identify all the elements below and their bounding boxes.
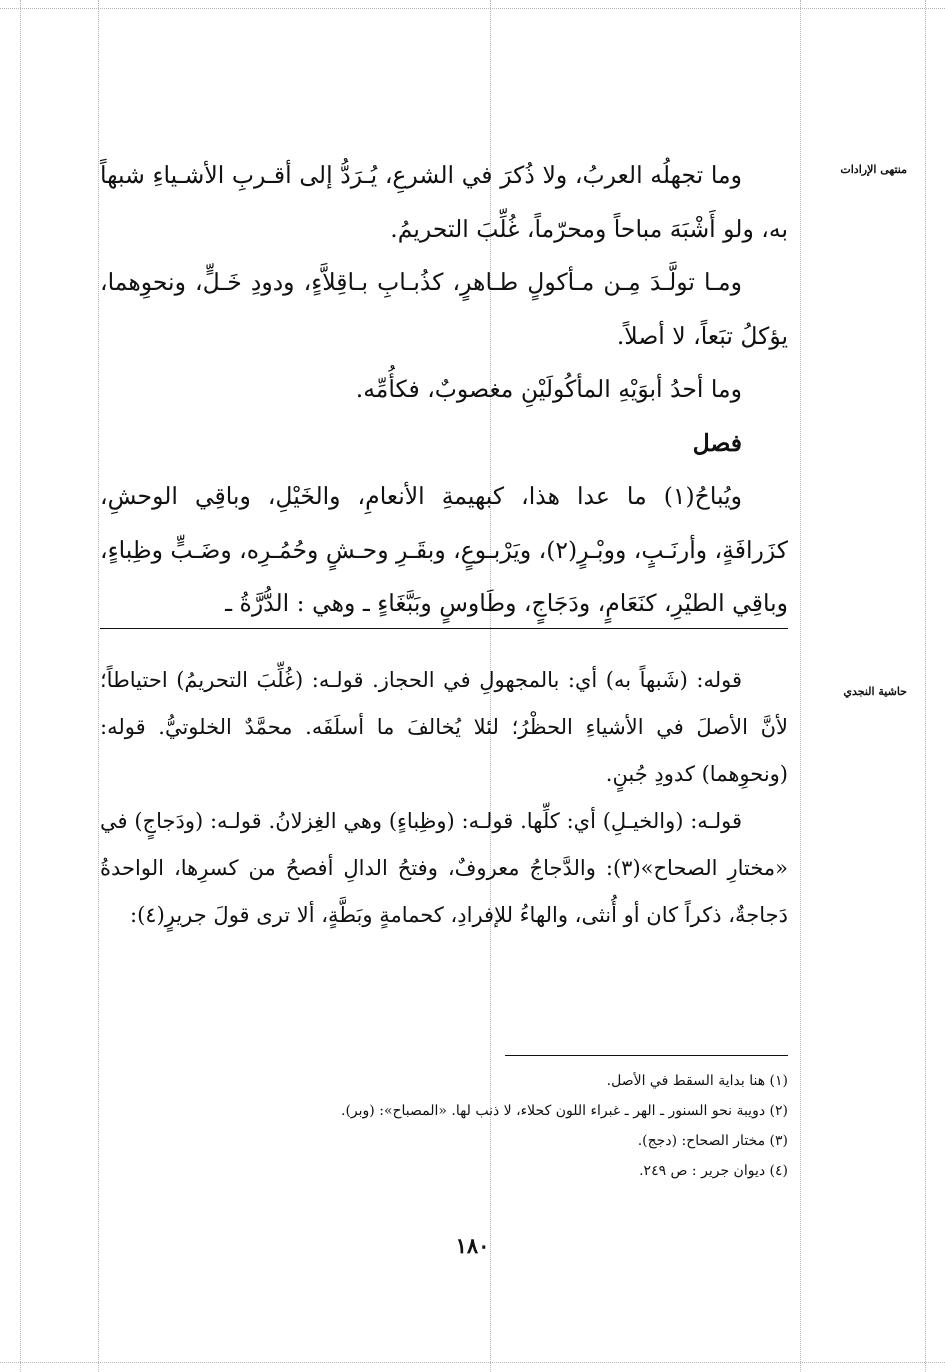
footnote-divider — [505, 1055, 788, 1056]
footnote: (٣) مختار الصحاح: (دجج). — [637, 1133, 788, 1149]
main-paragraph: وما أحدُ أبوَيْهِ المأكُولَيْنِ مغصوبٌ، فكأُمِّه. — [355, 375, 742, 403]
guide-line — [800, 0, 801, 1372]
guide-line — [0, 1362, 945, 1363]
guide-line — [925, 0, 926, 1372]
footnote: (١) هنا بداية السقط في الأصل. — [606, 1073, 788, 1089]
text-divider — [100, 628, 788, 629]
main-paragraph: وما تجهلُه العربُ، ولا ذُكرَ في الشرعِ، يُـرَدُّ إلى أقـربِ الأشـياءِ شبهاً به، ولو أَشْبَهَ مباحاً ومحرّماً، غُلِّبَ التحريمُ. — [100, 161, 788, 243]
footnote: (٤) ديوان جرير : ص ٢٤٩. — [639, 1163, 788, 1179]
section-title: فصل — [692, 428, 742, 457]
main-paragraph: ومـا تولَّـدَ مِـن مـأكولٍ طـاهرٍ، كذُبـابِ بـاقِلاَّءٍ، ودودِ خَـلٍّ، ونحوِهما، يؤكلُ تبَعاً، لا أصلاً. — [100, 268, 788, 350]
main-text — [100, 149, 788, 631]
guide-line — [98, 0, 99, 1372]
commentary-paragraph: قولـه: (والخيـلِ) أي: كلِّها. قولـه: (وظِباءٍ) وهي الغِزلانُ. قولـه: (ودَجاجٍ) في «مختارِ الصحاح»(٣): والدَّجاجُ معروفٌ، وفتحُ الدالِ أفصحُ من كسرِها، الواحدةُ دَجاجةٌ، ذكراً كان أو أُنثى، والهاءُ للإفرادِ، كحمامةٍ وبَطَّةٍ، ألا ترى قولَ جريرٍ(٤): — [100, 809, 788, 927]
footnote: (٢) دويبة نحو السنور ـ الهر ـ غبراء اللون كحلاء، لا ذنب لها. «المصباح»: (وبر). — [341, 1103, 788, 1119]
footnotes — [100, 1066, 788, 1186]
guide-line — [20, 0, 21, 1372]
guide-line — [0, 8, 945, 9]
commentary-text — [100, 657, 788, 939]
page-number: ١٨٠ — [455, 1233, 490, 1258]
side-label-main: منتهى الإرادات — [840, 163, 907, 176]
section-paragraph: ويُباحُ(١) ما عدا هذا، كبهيمةِ الأنعامِ، والخَيْلِ، وباقِي الوحشِ، كزَرافَةٍ، وأرنَـبٍ، ووبْـرٍ(٢)، ويَرْبـوعٍ، وبقَـرِ وحـشٍ وحُمُـرِه، وضَـبٍّ وظِباءٍ، وباقِي الطيْرِ، كنَعَامٍ، ودَجَاجٍ، وطَاوسٍ وبَبَّغَاءٍ ـ وهي : الدُّرَّةُ ـ — [100, 482, 788, 617]
side-label-commentary: حاشية النجدي — [843, 685, 907, 698]
commentary-paragraph: قوله: (شَبهاً به) أي: بالمجهولِ في الحجاز. قولـه: (غُلِّبَ التحريمُ) احتياطاً؛ لأنَّ الأصلَ في الأشياءِ الحظْرُ؛ لئلا يُخالفَ ما أسلَفَه. محمَّدٌ الخلوتيُّ. قوله: (ونحوِهما) كدودِ جُبنٍ. — [100, 668, 788, 786]
